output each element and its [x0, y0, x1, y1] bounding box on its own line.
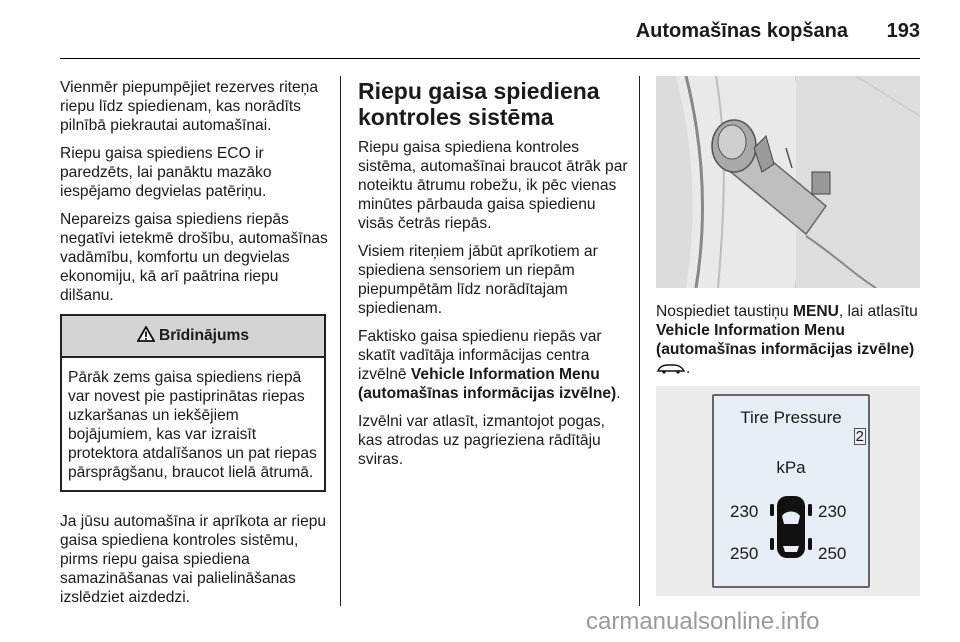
pressure-front-right: 230: [818, 502, 847, 521]
pressure-front-left: 230: [730, 502, 759, 521]
display-page-indicator: 2: [855, 428, 864, 445]
column-right: [656, 302, 926, 387]
column-middle: [358, 78, 628, 478]
car-menu-icon: [656, 360, 686, 377]
watermark: carmanualsonline.info: [586, 608, 820, 635]
section-title: Riepu gaisa spiediena kontroles sistēma: [358, 78, 600, 130]
text-run: .: [616, 385, 621, 402]
column-left: [60, 78, 330, 616]
text-run: Faktisko gaisa spiedienu riepās var skatīt vadītāja informācijas centra izvēlnē: [358, 328, 602, 383]
tire-pressure-figure: [656, 386, 920, 596]
column-divider: [340, 76, 341, 606]
car-top-view-icon: [770, 494, 812, 560]
stalk-illustration: [656, 76, 920, 288]
paragraph: Ja jūsu automašīna ir aprīkota ar riepu gaisa spiediena kontroles sistēmu, pirms riepu gaisa spiediena samazināšanas vai palielināšanas izslēdziet aizdedzi.: [60, 513, 327, 606]
paragraph: Riepu gaisa spiediens ECO ir paredzēts, lai panāktu mazāko iespējamo degvielas patēriņu.: [60, 145, 272, 200]
paragraph: Riepu gaisa spiediena kontroles sistēma, automašīnai braucot ātrāk par noteiktu ātrumu robežu, ik pēc vienas minūtes pārbauda gaisa spiedienu visās četrās riepās.: [358, 139, 628, 232]
text-run: , lai atlasītu: [838, 303, 918, 320]
header-rule: [60, 58, 920, 59]
paragraph: [656, 302, 926, 378]
display-unit: kPa: [776, 458, 806, 477]
page-header: [0, 0, 960, 60]
warning-header: [62, 316, 324, 358]
column-divider: [639, 76, 640, 606]
pressure-rear-right: 250: [818, 544, 847, 563]
menu-name: Vehicle Information Menu (automašīnas informācijas izvēlne): [656, 322, 915, 358]
pressure-rear-left: 250: [730, 544, 759, 563]
warning-title: Brīdinājums: [158, 327, 250, 344]
menu-button-label: MENU: [792, 303, 839, 320]
paragraph: Izvēlni var atlasīt, izmantojot pogas, kas atrodas uz pagrieziena rādītāju sviras.: [358, 413, 606, 468]
warning-text: Pārāk zems gaisa spiediens riepā var novest pie pastiprinātas riepas uzkaršanas un iekšējiem bojājumiem, kas var izraisīt protektora atdalīšanos un pat riepas pārsprāgšanu, braucot lielā ātrumā.: [68, 369, 317, 481]
display-title: Tire Pressure: [740, 408, 842, 427]
paragraph: Vienmēr piepumpējiet rezerves riteņa riepu līdz spiedienam, kas norādīts pilnībā piekrautai automašīnai.: [60, 79, 319, 134]
text-run: .: [686, 360, 691, 377]
menu-name: Vehicle Information Menu (automašīnas informācijas izvēlne): [358, 366, 617, 402]
text-run: Nospiediet taustiņu: [656, 303, 793, 320]
stalk-photo: [656, 76, 920, 288]
warning-box: [60, 314, 326, 492]
page-number: 193: [886, 20, 920, 42]
warning-triangle-icon: [137, 316, 155, 356]
tire-pressure-display: [712, 394, 870, 588]
header-title: Automašīnas kopšana: [635, 20, 848, 42]
paragraph: Visiem riteņiem jābūt aprīkotiem ar spiediena sensoriem un riepām piepumpētām līdz norādītajam spiedienam.: [358, 243, 598, 317]
paragraph: [358, 327, 628, 403]
paragraph: Nepareizs gaisa spiediens riepās negatīvi ietekmē drošību, automašīnas vadāmību, komfortu un degvielas ekonomiju, kā arī paātrina riepu dilšanu.: [60, 211, 328, 304]
